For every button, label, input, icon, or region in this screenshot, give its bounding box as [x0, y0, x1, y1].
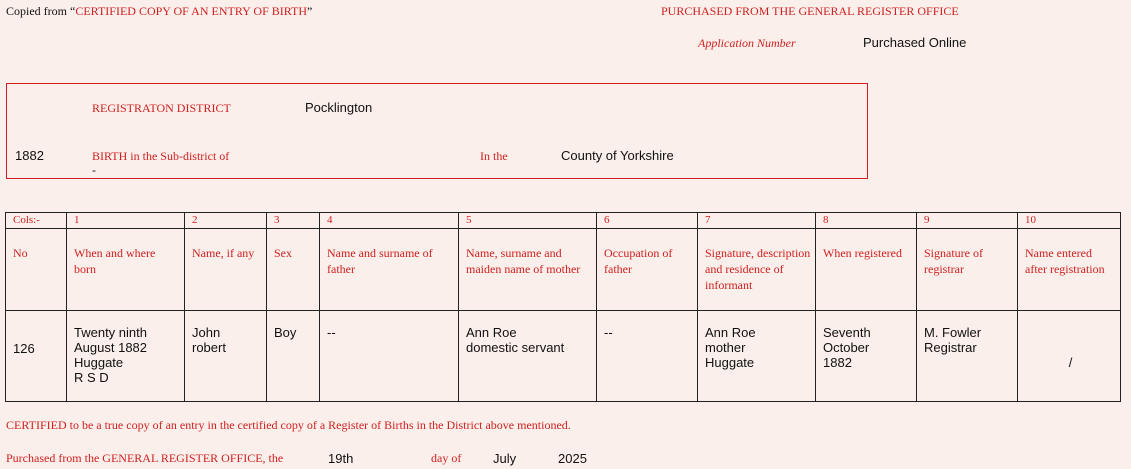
entry-informant — [698, 311, 816, 402]
subdistrict-label: BIRTH in the Sub-district of — [92, 149, 230, 163]
year-value-footer: 2025 — [558, 451, 587, 466]
county-value: County of Yorkshire — [561, 148, 674, 163]
application-number-value: Purchased Online — [863, 35, 967, 50]
entry-line: Seventh — [823, 325, 871, 340]
birth-entry-table — [5, 212, 1121, 402]
cols-label: Cols:- — [6, 213, 67, 229]
entry-line: Ann Roe — [705, 325, 756, 340]
entry-when-registered — [816, 311, 917, 402]
entry-line: robert — [192, 340, 226, 355]
entry-line: 1882 — [823, 355, 852, 370]
column-header-row — [6, 229, 1121, 311]
day-value: 19th — [328, 451, 354, 466]
column-number: 4 — [320, 213, 459, 229]
entry-no: 126 — [6, 311, 67, 402]
column-number: 5 — [459, 213, 597, 229]
entry-name — [185, 311, 267, 402]
entry-occupation-father: -- — [597, 311, 698, 402]
certified-statement: CERTIFIED to be a true copy of an entry in the certified copy of a Register of Births in the District above mentioned. — [6, 418, 571, 432]
copied-title: CERTIFIED COPY OF AN ENTRY OF BIRTH — [75, 4, 308, 18]
header-no: No — [6, 229, 67, 311]
header-registrar: Signature of registrar — [917, 229, 1018, 311]
column-number: 7 — [698, 213, 816, 229]
column-number: 3 — [267, 213, 320, 229]
column-number: 8 — [816, 213, 917, 229]
column-number: 6 — [597, 213, 698, 229]
table-row — [6, 311, 1121, 402]
in-the-label: In the — [480, 149, 508, 163]
header-name-after-registration: Name entered after registration — [1018, 229, 1121, 311]
year-value: 1882 — [15, 148, 44, 163]
entry-line: October — [823, 340, 870, 355]
day-of-label: day of — [431, 451, 462, 465]
copied-suffix: ” — [307, 4, 313, 18]
entry-line: John — [192, 325, 221, 340]
entry-line: August 1882 — [74, 340, 148, 355]
column-number-row — [6, 213, 1121, 229]
registration-district-box — [6, 83, 868, 179]
subdistrict-value: - — [92, 163, 96, 177]
entry-line: Registrar — [924, 340, 977, 355]
column-number: 10 — [1018, 213, 1121, 229]
copied-prefix: Copied from “ — [6, 4, 76, 18]
entry-line: Huggate — [705, 355, 755, 370]
entry-line: Huggate — [74, 355, 124, 370]
entry-when-where-born — [67, 311, 185, 402]
header-occupation-father: Occupation of father — [597, 229, 698, 311]
column-number: 1 — [67, 213, 185, 229]
copied-from-line — [6, 4, 312, 19]
entry-father: -- — [320, 311, 459, 402]
entry-registrar — [917, 311, 1018, 402]
header-father: Name and surname of father — [320, 229, 459, 311]
entry-line: R S D — [74, 370, 109, 385]
entry-sex: Boy — [267, 311, 320, 402]
registration-district-value: Pocklington — [305, 100, 373, 115]
entry-name-after-registration: / — [1018, 311, 1121, 402]
month-value: July — [493, 451, 517, 466]
header-informant: Signature, description and residence of informant — [698, 229, 816, 311]
column-number: 2 — [185, 213, 267, 229]
header-sex: Sex — [267, 229, 320, 311]
header-mother: Name, surname and maiden name of mother — [459, 229, 597, 311]
entry-line: domestic servant — [466, 340, 565, 355]
header-when-where-born: When and where born — [67, 229, 185, 311]
entry-line: M. Fowler — [924, 325, 982, 340]
entry-line: Twenty ninth — [74, 325, 147, 340]
purchased-from-header: PURCHASED FROM THE GENERAL REGISTER OFFICE — [661, 4, 959, 18]
purchased-from-label: Purchased from the GENERAL REGISTER OFFICE, the — [6, 451, 284, 465]
header-name: Name, if any — [185, 229, 267, 311]
application-number-label: Application Number — [698, 36, 796, 50]
registration-district-label: REGISTRATON DISTRICT — [92, 101, 231, 115]
entry-line: Ann Roe — [466, 325, 517, 340]
entry-mother — [459, 311, 597, 402]
column-number: 9 — [917, 213, 1018, 229]
entry-line: mother — [705, 340, 746, 355]
header-when-registered: When registered — [816, 229, 917, 311]
